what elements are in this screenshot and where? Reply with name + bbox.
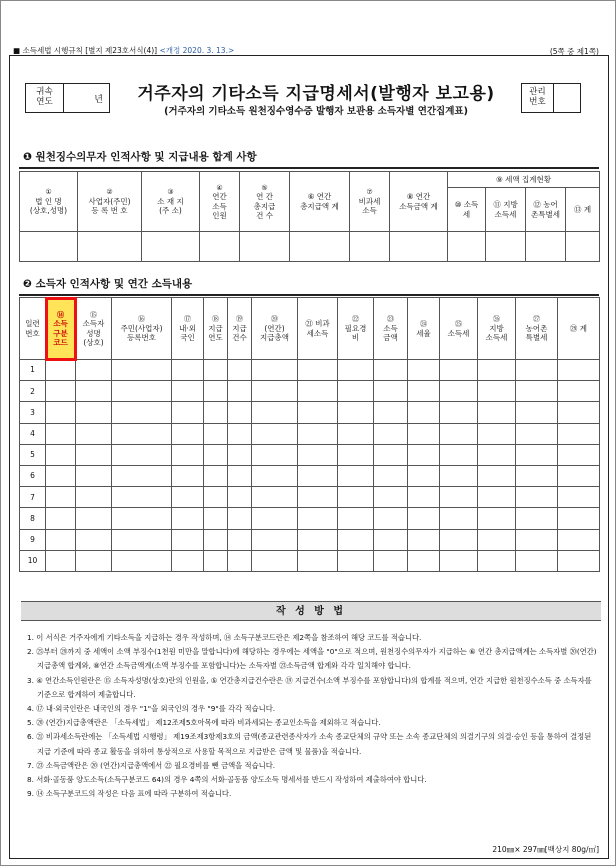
s1-cell[interactable] [240,232,290,262]
year-field[interactable]: 년 [94,94,103,105]
table-cell[interactable] [558,465,600,486]
table-cell[interactable] [298,444,338,465]
table-cell[interactable] [558,402,600,423]
table-row [20,487,600,508]
table-cell[interactable] [172,465,204,486]
table-cell[interactable] [228,487,252,508]
table-cell[interactable] [46,381,76,402]
table-cell[interactable] [558,423,600,444]
s2-header-4 [112,298,172,360]
table-cell[interactable] [338,381,374,402]
row-number: 4 [20,423,46,444]
table-cell[interactable] [374,444,408,465]
table-cell[interactable] [516,487,558,508]
table-cell[interactable] [112,465,172,486]
row-number: 8 [20,508,46,529]
s1-col-8-label: ⑧ 연간 소득금액 계 [399,192,438,211]
s1-col-2-num: ② [106,188,113,197]
s1-col-11: ⑪ 지방 소득세 [486,188,526,232]
table-cell[interactable] [516,550,558,571]
s1-col-1-label: 법 인 명 (상호,성명) [29,197,68,216]
table-cell[interactable] [112,402,172,423]
s2-header-num: ㉔ [420,319,427,328]
table-cell[interactable] [76,402,112,423]
table-cell[interactable] [172,487,204,508]
table-cell[interactable] [408,465,440,486]
method-item: 3. ④ 연간소득인원란은 ⑮ 소득자성명(상호)란의 인원을, ⑤ 연간총지급건수란은 ⑲ 지급건수(소액 부징수를 포함합니다)의 합계를 적으며, 연간 지급한 원천징수소득 중 소득자를 기준으로 합계하여 제출합니다. [27,675,592,699]
table-row [20,444,600,465]
s1-cell[interactable] [448,232,486,262]
table-cell[interactable] [408,423,440,444]
s2-header-num: ⑯ [138,315,145,324]
s2-header-label: 내·외 국인 [179,324,196,343]
row-number: 6 [20,465,46,486]
s2-header-label: ㉑ 비과 세소득 [305,319,330,338]
s1-col-4-num: ④ [216,183,223,192]
s2-header-num: ⑲ [236,315,243,324]
s1-col-6-label: ⑥ 연간 총지급액 계 [300,192,339,211]
s2-header-num: ㉖ [493,315,500,324]
mgmt-label: 관리 번호 [522,84,554,112]
s2-header-label: 지급 연도 [208,324,223,343]
table-cell[interactable] [298,381,338,402]
s1-col-13: ⑬ 계 [566,188,600,232]
table-cell[interactable] [228,381,252,402]
s1-cell[interactable] [526,232,566,262]
table-cell[interactable] [76,508,112,529]
table-cell[interactable] [408,381,440,402]
s2-header-label: 농어촌 특별세 [525,324,548,343]
table-row [20,508,600,529]
table-cell[interactable] [516,465,558,486]
table-cell[interactable] [172,360,204,381]
s1-col-10: ⑩ 소득 세 [448,188,486,232]
table-cell[interactable] [204,402,228,423]
s2-header-num: ⑰ [184,315,191,324]
s2-header-3 [76,298,112,360]
form-law-ref: ■ 소득세법 시행규칙 [별지 제23호서식(4)] [13,46,158,55]
table-cell[interactable] [172,423,204,444]
table-cell[interactable] [252,465,298,486]
table-cell[interactable] [252,402,298,423]
table-cell[interactable] [478,444,516,465]
section1-rule [19,167,599,169]
table-cell[interactable] [478,465,516,486]
table-cell[interactable] [228,360,252,381]
s1-col-7-num: ⑦ [366,188,373,197]
s1-cell[interactable] [486,232,526,262]
method-item: 6. ㉑ 비과세소득란에는 「소득세법 시행령」 제19조제3항제3호의 금액(종교관련종사자가 소속 종교단체의 규약 또는 소속 종교단체의 의결기구의 의결·승인 등을 통하여 결정된 지급 기준에 따라 종교 활동을 위하여 통상적으로 사용할 목적으로 지급받은 금액 및 물품)을 적습니다. [27,732,592,756]
table-cell[interactable] [408,529,440,550]
table-cell[interactable] [338,550,374,571]
s2-header-label: 소득 구분 코드 [53,319,68,348]
table-cell[interactable] [374,529,408,550]
s1-col-1 [20,172,78,232]
table-cell[interactable] [440,487,478,508]
table-cell[interactable] [228,550,252,571]
s1-col-5 [240,172,290,232]
s2-header-label: ㉘ 계 [569,323,588,333]
table-cell[interactable] [112,360,172,381]
s1-cell[interactable] [290,232,350,262]
s2-header-16 [558,298,600,360]
table-cell[interactable] [516,444,558,465]
s1-col-4-label: 연간 소득 인원 [212,192,227,221]
s1-col-4 [200,172,240,232]
table-cell[interactable] [558,550,600,571]
s2-header-num: ㉗ [533,315,540,324]
table-cell[interactable] [252,360,298,381]
table-cell[interactable] [440,508,478,529]
s1-col-6 [290,172,350,232]
table-cell[interactable] [228,508,252,529]
table-cell[interactable] [408,444,440,465]
row-number: 3 [20,402,46,423]
table-row [20,381,600,402]
table-cell[interactable] [440,465,478,486]
table-cell[interactable] [46,444,76,465]
table-cell[interactable] [204,444,228,465]
table-cell[interactable] [204,465,228,486]
table-row [20,402,600,423]
table-cell[interactable] [558,487,600,508]
table-cell[interactable] [338,508,374,529]
s2-header-num: ⑮ [90,310,97,319]
table-cell[interactable] [408,550,440,571]
s2-header-label: 소득자 성명 (상호) [82,319,105,348]
table-cell[interactable] [252,550,298,571]
s2-header-label: 필요경 비 [344,324,367,343]
table-cell[interactable] [204,550,228,571]
table-cell[interactable] [204,508,228,529]
table-cell[interactable] [46,508,76,529]
s1-cell[interactable] [350,232,390,262]
table-row [20,360,600,381]
table-cell[interactable] [298,360,338,381]
table-row [20,550,600,571]
s2-header-11 [374,298,408,360]
table-cell[interactable] [112,381,172,402]
table-cell[interactable] [298,487,338,508]
table-cell[interactable] [298,508,338,529]
table-cell[interactable] [298,423,338,444]
s1-cell[interactable] [566,232,600,262]
table-cell[interactable] [374,508,408,529]
table-cell[interactable] [46,360,76,381]
s2-header-7 [228,298,252,360]
table-cell[interactable] [76,360,112,381]
table-cell[interactable] [374,381,408,402]
row-number: 9 [20,529,46,550]
method-list [27,631,599,801]
mgmt-field[interactable] [554,84,580,112]
table-cell[interactable] [204,381,228,402]
table-cell[interactable] [338,444,374,465]
table-cell[interactable] [558,444,600,465]
s1-col-3 [142,172,200,232]
table-cell[interactable] [76,423,112,444]
table-cell[interactable] [112,444,172,465]
table-cell[interactable] [252,529,298,550]
table-cell[interactable] [374,402,408,423]
s2-header-12 [408,298,440,360]
s1-col-5-label: 연 간 총지급 건 수 [253,192,276,221]
s1-col-2-label: 사업자(주민) 등 록 번 호 [88,197,131,216]
table-cell[interactable] [440,402,478,423]
section1-heading: ❶ 원천징수의무자 인적사항 및 지급내용 합계 사항 [23,151,257,163]
s2-header-label: 소득세 [447,328,470,338]
table-cell[interactable] [172,381,204,402]
row-number: 1 [20,360,46,381]
page-subtitle: (거주자의 기타소득 원천징수영수증 발행자 보관용 소득자별 연간집계표) [164,106,468,117]
row-number: 5 [20,444,46,465]
table-cell[interactable] [298,550,338,571]
table-cell[interactable] [228,529,252,550]
s2-header-14 [478,298,516,360]
table-cell[interactable] [172,529,204,550]
row-number: 10 [20,550,46,571]
table-cell[interactable] [408,402,440,423]
method-item: 8. 서화·골동품 양도소득(소득구분코드 64)의 경우 4쪽의 서화·골동품 양도소득 명세서를 반드시 작성하여 제출하여야 합니다. [27,775,427,785]
s2-header-5 [172,298,204,360]
s2-header-label: 소득 금액 [383,324,398,343]
s2-header-2 [46,298,76,360]
table-cell[interactable] [338,487,374,508]
table-cell[interactable] [204,529,228,550]
s1-col-1-num: ① [45,188,52,197]
table-cell[interactable] [440,423,478,444]
section2-rule [19,294,599,296]
table-cell[interactable] [516,529,558,550]
s2-header-6 [204,298,228,360]
method-title: 작 성 방 법 [21,601,601,621]
table-cell[interactable] [46,465,76,486]
mgmt-box [521,83,581,113]
s1-col-7 [350,172,390,232]
table-cell[interactable] [440,550,478,571]
table-cell[interactable] [516,360,558,381]
table-cell[interactable] [478,550,516,571]
table-cell[interactable] [172,508,204,529]
table-cell[interactable] [374,360,408,381]
table-cell[interactable] [440,360,478,381]
table-cell[interactable] [440,529,478,550]
table-cell[interactable] [172,402,204,423]
s2-header-label: (연간) 지급총액 [260,324,289,343]
paper-spec: 210㎜× 297㎜[백상지 80g/㎡] [492,845,599,854]
table-cell[interactable] [298,529,338,550]
table-cell[interactable] [516,423,558,444]
table-cell[interactable] [172,550,204,571]
table-cell[interactable] [338,529,374,550]
table-cell[interactable] [516,508,558,529]
table-cell[interactable] [408,360,440,381]
section2-table [19,297,600,572]
s2-header-num: ㉒ [352,315,359,324]
table-cell[interactable] [338,402,374,423]
table-cell[interactable] [112,508,172,529]
s1-col-3-label: 소 재 지 (주 소) [157,197,184,216]
table-cell[interactable] [76,529,112,550]
s1-cell[interactable] [142,232,200,262]
method-item: 4. ⑰ 내·외국인란은 내국인의 경우 "1"을 외국인의 경우 "9"를 각각 적습니다. [27,704,276,714]
table-cell[interactable] [228,423,252,444]
table-cell[interactable] [478,381,516,402]
table-cell[interactable] [478,423,516,444]
table-cell[interactable] [204,360,228,381]
method-item: 7. ㉓ 소득금액란은 ⑳ (연간)지급총액에서 ㉒ 필요경비를 뺀 금액을 적습니다. [27,760,276,770]
method-item: 1. 이 서식은 거주자에게 기타소득을 지급하는 경우 작성하며, ⑭ 소득구분코드란은 제2쪽을 참조하여 해당 코드를 적습니다. [27,633,422,642]
s2-header-9 [298,298,338,360]
table-cell[interactable] [478,487,516,508]
table-cell[interactable] [516,402,558,423]
s2-header-num: ⑱ [212,315,219,324]
table-cell[interactable] [228,465,252,486]
s1-col-7-label: 비과세 소득 [358,197,381,216]
s2-header-10 [338,298,374,360]
row-number: 2 [20,381,46,402]
s2-header-label: 지방 소득세 [485,324,508,343]
table-cell[interactable] [558,360,600,381]
section2-heading: ❷ 소득자 인적사항 및 연간 소득내용 [23,278,193,290]
method-item: 5. ⑳ (연간)지급총액란은 「소득세법」 제12조제5호아목에 따라 비과세되는 종교인소득을 제외하고 적습니다. [27,718,381,728]
table-cell[interactable] [76,550,112,571]
table-cell[interactable] [298,402,338,423]
s1-tax-group: ⑨ 세액 집계현황 [448,172,600,188]
s1-col-3-num: ③ [167,188,174,197]
table-cell[interactable] [76,444,112,465]
table-cell[interactable] [46,402,76,423]
table-cell[interactable] [478,402,516,423]
table-cell[interactable] [252,381,298,402]
table-cell[interactable] [478,508,516,529]
s1-cell[interactable] [78,232,142,262]
table-cell[interactable] [76,381,112,402]
table-cell[interactable] [228,444,252,465]
s2-header-num: ㉕ [455,319,462,328]
table-cell[interactable] [408,487,440,508]
table-cell[interactable] [46,550,76,571]
year-label: 귀속 연도 [26,84,64,112]
table-cell[interactable] [374,487,408,508]
table-cell[interactable] [478,360,516,381]
table-cell[interactable] [204,487,228,508]
table-cell[interactable] [558,381,600,402]
s2-header-1 [20,298,46,360]
table-row [20,423,600,444]
table-cell[interactable] [172,444,204,465]
s2-header-label: 지급 건수 [232,324,247,343]
s1-col-8 [390,172,448,232]
method-item: 2. ㉕부터 ㉘까지 중 세액이 소액 부징수(1천원 미만을 말합니다)에 해당하는 경우에는 세액을 "0"으로 적으며, 원천징수의무자가 지급하는 ⑥ 연간 총지급액계는 소득자별 ⑳(연간)지급총액 합계와, ⑧연간 소득금액계(소액 부징수를 포함합니다)는 소득자별 ㉓소득금액 합계와 각각 일치해야 합니다. [27,647,597,671]
s1-cell[interactable] [390,232,448,262]
s1-col-5-num: ⑤ [261,183,268,192]
table-cell[interactable] [338,360,374,381]
s1-cell[interactable] [20,232,78,262]
table-cell[interactable] [76,465,112,486]
table-cell[interactable] [516,381,558,402]
table-cell[interactable] [440,444,478,465]
table-cell[interactable] [112,423,172,444]
s2-header-13 [440,298,478,360]
revision-note: <개정 2020. 3. 13.> [159,46,235,55]
table-cell[interactable] [338,423,374,444]
s1-cell[interactable] [200,232,240,262]
table-cell[interactable] [252,444,298,465]
table-cell[interactable] [112,487,172,508]
s2-header-num: ㉓ [387,315,394,324]
table-cell[interactable] [46,487,76,508]
table-cell[interactable] [252,508,298,529]
table-cell[interactable] [558,529,600,550]
page-info: (5쪽 중 제1쪽) [549,47,599,56]
table-cell[interactable] [440,381,478,402]
s2-header-num: ⑳ [271,315,278,324]
table-cell[interactable] [338,465,374,486]
table-cell[interactable] [76,487,112,508]
s2-header-15 [516,298,558,360]
table-cell[interactable] [112,529,172,550]
table-cell[interactable] [558,508,600,529]
table-cell[interactable] [374,550,408,571]
s2-header-label: 세율 [416,328,431,338]
table-cell[interactable] [478,529,516,550]
table-cell[interactable] [252,423,298,444]
s1-col-2 [78,172,142,232]
s1-col-12: ⑫ 농어 촌특별세 [526,188,566,232]
table-row [20,465,600,486]
table-cell[interactable] [46,529,76,550]
page-title: 거주자의 기타소득 지급명세서(발행자 보고용) [137,84,495,104]
method-item: 9. ⑭ 소득구분코드의 작성은 다음 표에 따라 구분하여 적습니다. [27,789,232,799]
table-cell[interactable] [204,423,228,444]
table-cell[interactable] [252,487,298,508]
table-row [20,529,600,550]
table-cell[interactable] [46,423,76,444]
section1-table [19,171,600,262]
table-cell[interactable] [374,465,408,486]
table-cell[interactable] [228,402,252,423]
s2-header-label: 일련 번호 [25,319,40,338]
s2-header-num: ⑭ [57,310,64,319]
row-number: 7 [20,487,46,508]
year-box [25,83,110,113]
s2-header-label: 주민(사업자) 등록번호 [120,324,163,343]
table-cell[interactable] [374,423,408,444]
table-cell[interactable] [408,508,440,529]
s1-data-row [20,232,600,262]
table-cell[interactable] [112,550,172,571]
table-cell[interactable] [298,465,338,486]
s2-header-8 [252,298,298,360]
